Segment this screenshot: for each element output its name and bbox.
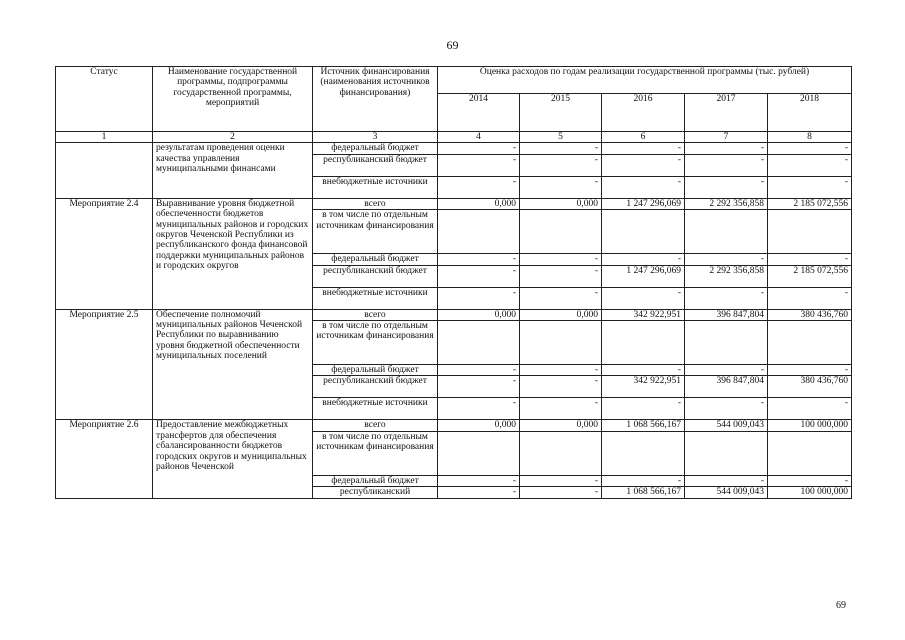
funding-source-cell: в том числе по отдельным источникам финансирования — [313, 210, 438, 254]
value-cell: 2 185 072,556 — [768, 198, 852, 209]
value-cell: 342 922,951 — [602, 309, 685, 320]
value-cell: - — [602, 475, 685, 486]
funding-source-cell: внебюджетные источники — [313, 398, 438, 420]
value-cell: 2 292 356,858 — [685, 198, 768, 209]
value-cell: - — [438, 287, 520, 309]
value-cell: - — [602, 143, 685, 154]
measure-name-cell: Предоставление межбюджетных трансфертов для обеспечения сбалансированности бюджетов городских округов и муниципальных районов Чеченской — [153, 420, 313, 498]
value-cell: - — [520, 265, 602, 287]
funding-source-cell: федеральный бюджет — [313, 143, 438, 154]
value-cell — [768, 210, 852, 254]
value-cell: 396 847,804 — [685, 376, 768, 398]
value-cell: 0,000 — [438, 420, 520, 431]
value-cell: - — [438, 265, 520, 287]
value-cell: - — [520, 287, 602, 309]
value-cell: - — [438, 365, 520, 376]
value-cell: - — [768, 254, 852, 265]
value-cell: - — [520, 475, 602, 486]
value-cell: 0,000 — [520, 309, 602, 320]
column-number: 1 — [56, 132, 153, 143]
value-cell: - — [602, 287, 685, 309]
value-cell — [438, 321, 520, 365]
funding-source-cell: всего — [313, 420, 438, 431]
header-source: Источник финансирования (наименования источников финансирования) — [313, 67, 438, 132]
header-estimate: Оценка расходов по годам реализации государственной программы (тыс. рублей) — [438, 67, 852, 94]
value-cell: - — [438, 376, 520, 398]
measure-name-cell: Выравнивание уровня бюджетной обеспеченности бюджетов муниципальных районов и городских округов Чеченской Республики из республиканского фонда финансовой поддержки муниципальных районов и городских округов — [153, 198, 313, 309]
funding-source-cell: всего — [313, 198, 438, 209]
value-cell: - — [520, 176, 602, 198]
value-cell: - — [602, 398, 685, 420]
value-cell: 0,000 — [438, 309, 520, 320]
value-cell — [685, 210, 768, 254]
measure-name-cell: Обеспечение полномочий муниципальных районов Чеченской Республики по выравниванию уровня бюджетной обеспеченности муниципальных поселений — [153, 309, 313, 420]
status-cell: Мероприятие 2.6 — [56, 420, 153, 498]
value-cell: 380 436,760 — [768, 309, 852, 320]
value-cell — [685, 431, 768, 475]
column-number: 3 — [313, 132, 438, 143]
value-cell: 342 922,951 — [602, 376, 685, 398]
value-cell — [438, 431, 520, 475]
table-body — [56, 143, 852, 498]
column-number: 7 — [685, 132, 768, 143]
header-year: 2017 — [685, 94, 768, 132]
funding-source-cell: республиканский — [313, 487, 438, 498]
header-year: 2014 — [438, 94, 520, 132]
value-cell: - — [520, 254, 602, 265]
column-number: 5 — [520, 132, 602, 143]
value-cell: - — [520, 376, 602, 398]
status-cell: Мероприятие 2.4 — [56, 198, 153, 309]
value-cell: 0,000 — [520, 420, 602, 431]
value-cell: 0,000 — [438, 198, 520, 209]
value-cell: - — [768, 154, 852, 176]
header-name: Наименование государственной программы, подпрограммы государственной программы, мероприятий — [153, 67, 313, 132]
value-cell: - — [685, 287, 768, 309]
value-cell: 1 068 566,167 — [602, 487, 685, 498]
value-cell: 1 068 566,167 — [602, 420, 685, 431]
status-cell — [56, 143, 153, 198]
value-cell: - — [768, 365, 852, 376]
column-number: 6 — [602, 132, 685, 143]
column-number: 4 — [438, 132, 520, 143]
value-cell: - — [438, 487, 520, 498]
value-cell: - — [438, 475, 520, 486]
value-cell: - — [685, 365, 768, 376]
funding-source-cell: федеральный бюджет — [313, 254, 438, 265]
column-number: 8 — [768, 132, 852, 143]
value-cell — [768, 431, 852, 475]
funding-source-cell: внебюджетные источники — [313, 287, 438, 309]
value-cell: - — [520, 143, 602, 154]
page-number-bottom: 69 — [836, 600, 846, 611]
column-number: 2 — [153, 132, 313, 143]
value-cell: 544 009,043 — [685, 420, 768, 431]
value-cell — [520, 210, 602, 254]
value-cell: - — [768, 287, 852, 309]
value-cell: - — [438, 176, 520, 198]
funding-source-cell: федеральный бюджет — [313, 365, 438, 376]
value-cell: - — [685, 154, 768, 176]
value-cell — [520, 431, 602, 475]
funding-source-cell: в том числе по отдельным источникам финансирования — [313, 321, 438, 365]
value-cell: - — [685, 176, 768, 198]
value-cell: 100 000,000 — [768, 487, 852, 498]
table-header — [56, 67, 852, 143]
funding-source-cell: федеральный бюджет — [313, 475, 438, 486]
value-cell: 2 185 072,556 — [768, 265, 852, 287]
header-year: 2016 — [602, 94, 685, 132]
value-cell: - — [602, 154, 685, 176]
value-cell: - — [768, 398, 852, 420]
value-cell: 380 436,760 — [768, 376, 852, 398]
value-cell — [520, 321, 602, 365]
value-cell: - — [520, 154, 602, 176]
value-cell: - — [438, 154, 520, 176]
value-cell: - — [768, 475, 852, 486]
value-cell: - — [768, 176, 852, 198]
value-cell: - — [602, 254, 685, 265]
value-cell — [602, 321, 685, 365]
value-cell: - — [768, 143, 852, 154]
value-cell: 1 247 296,069 — [602, 265, 685, 287]
value-cell — [602, 210, 685, 254]
value-cell — [438, 210, 520, 254]
header-year: 2015 — [520, 94, 602, 132]
value-cell: - — [520, 365, 602, 376]
value-cell: - — [685, 254, 768, 265]
value-cell: - — [685, 475, 768, 486]
funding-source-cell: внебюджетные источники — [313, 176, 438, 198]
value-cell — [768, 321, 852, 365]
value-cell: - — [520, 487, 602, 498]
measure-name-cell: результатам проведения оценки качества управления муниципальными финансами — [153, 143, 313, 198]
value-cell: 1 247 296,069 — [602, 198, 685, 209]
value-cell: 396 847,804 — [685, 309, 768, 320]
value-cell: - — [602, 365, 685, 376]
header-status: Статус — [56, 67, 153, 132]
page-number-top: 69 — [446, 38, 459, 52]
header-year: 2018 — [768, 94, 852, 132]
funding-source-cell: республиканский бюджет — [313, 376, 438, 398]
table-row — [56, 143, 852, 154]
table-row — [56, 420, 852, 431]
value-cell: 100 000,000 — [768, 420, 852, 431]
funding-source-cell: республиканский бюджет — [313, 154, 438, 176]
funding-source-cell: всего — [313, 309, 438, 320]
status-cell: Мероприятие 2.5 — [56, 309, 153, 420]
value-cell: 2 292 356,858 — [685, 265, 768, 287]
value-cell — [685, 321, 768, 365]
value-cell: - — [520, 398, 602, 420]
funding-source-cell: республиканский бюджет — [313, 265, 438, 287]
value-cell: - — [685, 143, 768, 154]
value-cell: 544 009,043 — [685, 487, 768, 498]
value-cell: - — [602, 176, 685, 198]
value-cell: - — [438, 254, 520, 265]
value-cell: - — [438, 398, 520, 420]
funding-source-cell: в том числе по отдельным источникам финансирования — [313, 431, 438, 475]
budget-table — [55, 66, 852, 499]
value-cell: 0,000 — [520, 198, 602, 209]
value-cell: - — [438, 143, 520, 154]
value-cell: - — [685, 398, 768, 420]
table-row — [56, 309, 852, 320]
value-cell — [602, 431, 685, 475]
table-row — [56, 198, 852, 209]
